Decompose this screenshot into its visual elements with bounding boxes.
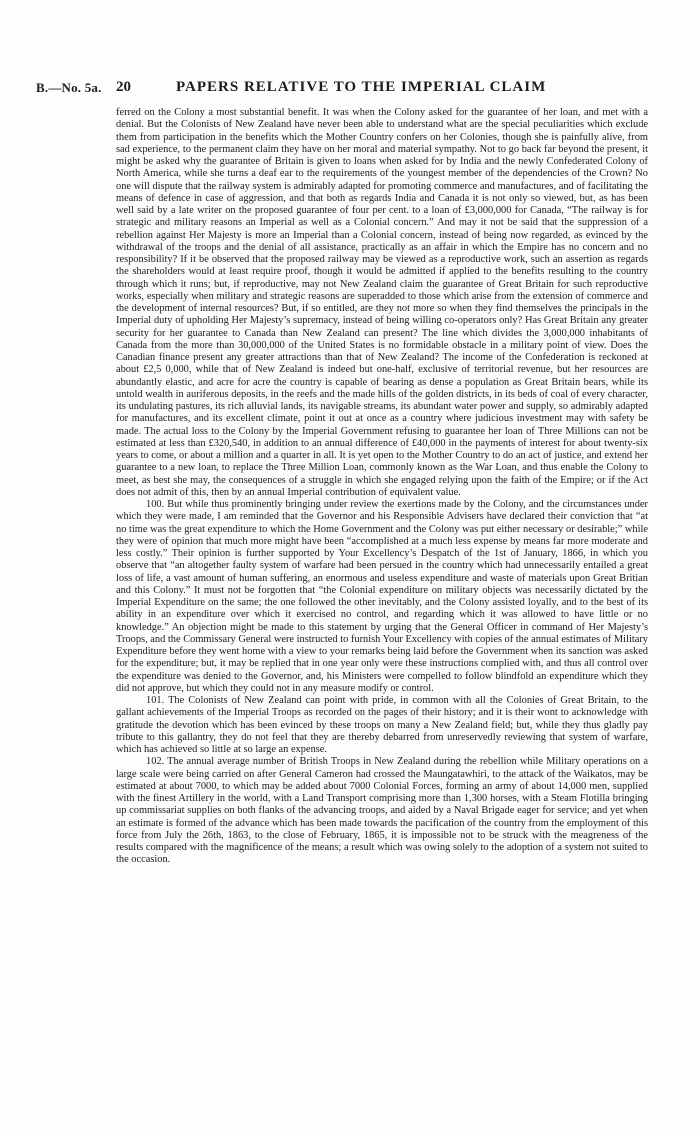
paragraph-101: 101. The Colonists of New Zealand can point with pride, in common with all the Colonies of Great Britain, to the gallant achievements of the Imperial Troops as recorded on the pages of their history; and it is their wont to acknowledge with gratitude the devotion which has been evinced by these troops on many a New Zealand field; but, while they thus gladly pay tribute to this gallantry, they do not feel that they are thereby debarred from unreservedly reviewing that system of warfare, which has achieved so little at so large an expense. <box>116 695 648 755</box>
paragraph-continuation: ferred on the Colony a most substantial benefit. It was when the Colony asked for the guarantee of her loan, and met with a denial. But the Colonists of New Zealand have never been able to understand what are the special peculiarities which exclude them from participation in the benefits which the Mother Country confers on her Colonies, though she is painfully alive, from sad experience, to the permanent claim they have on her moral and material sympathy. Not to go back far beyond the present, it might be asked why the guarantee of Britain is given to loans when asked for by India and the newly Confederated Colony of North America, while she turns a deaf ear to the requirements of the youngest member of the dependencies of the Crown? No one will dispute that the railway system is admirably adapted for promoting commerce and manufactures, and of facilitating the means of defence in case of aggression, and that both as regards India and Canada it is not only so viewed, but, as has been well said by a late writer on the proposed guarantee of four per cent. to a loan of £3,000,000 for Canada, “The railway is for strategic and military reasons an Imperial as well as a Colonial concern.” And may it not be said that the suppression of a rebellion against Her Majesty is more an Imperial than a Colonial concern, instead of being now regarded, as evinced by the withdrawal of the troops and the denial of all assistance, practically as an affair in which the Empire has no concern and no responsibility? If it be observed that the proposed railway may be viewed as a reproductive work, such an assertion as regards the shareholders would at least require proof, though it would be admitted if applied to the benefits resulting to the country through which it runs; but, if reproductive, may not New Zealand claim the guarantee of Great Britain for such reproductive works, especially when military and strategic reasons are superadded to those which arise from the extension of commerce and the development of internal resources? But, if so entitled, are they not more so when they find themselves the principals in the Imperial duty of upholding Her Majesty’s supremacy, instead of being willing co-operators only? Has Great Britain any greater security for her guarantee to Canada than New Zealand can present? The line which divides the 3,000,000 inhabitants of Canada from the more than 30,000,000 of the United States is no formidable obstacle in a military point of view. Does the Canadian finance present any greater attractions than that of New Zealand? The income of the Confederation is reckoned at about £2,5 0,000, while that of New Zealand is indeed but one-half, exclusive of territorial revenue, but her resources are abundantly elastic, and acre for acre the country is capable of bearing as dense a population as Great Britain bears, while its untold wealth in auriferous deposits, in the reefs and the made hills of the golden districts, in its beds of coal of every character, its undulating pastures, its rich alluvial lands, its navigable streams, its abundant water power and supply, so admirably adapted for manufactures, and its excellent climate, point it out at once as a country where judicious investment may with safety be made. The actual loss to the Colony by the Imperial Government refusing to guarantee her loan of Three Millions can not be estimated at less than £320,540, in addition to an annual difference of £40,000 in the payments of interest for about twenty-six years to come, or about a million and a quarter in all. It is yet open to the Mother Country to do an act of justice, and extend her guarantee to a new loan, to replace the Three Million Loan, commonly known as the War Loan, and thus enable the Colony to meet, as best she may, the consequences of a struggle in which she engaged relying upon the faith of the Empire; or if the Act does not admit of this, then by an annual Imperial contribution of equivalent value. <box>116 107 648 498</box>
running-title: PAPERS RELATIVE TO THE IMPERIAL CLAIM <box>176 79 547 95</box>
body-text <box>116 107 648 867</box>
document-reference: B.—No. 5a. <box>36 80 102 95</box>
page-header <box>36 80 668 100</box>
paragraph-100: 100. But while thus prominently bringing under review the exertions made by the Colony, and the circumstances under which they were made, I am reminded that the Governor and his Responsible Advisers have declared their conviction that “at no time was the great expenditure to which the Home Government and the Colony was put either necessary or desirable;” while they were of opinion that much more might have been “accomplished at a much less expense by means far more moderate and less costly.” Their opinion is further supported by Your Excellency’s Despatch of the 1st of January, 1866, in which you observe that “an altogether faulty system of warfare had been persued in the country which had unnecessarily entailed a great loss of life, a vast amount of human suffering, an enormous and useless expenditure and waste of materials upon Great Britian and this Colony.” It must not be forgotten that “the Colonial expenditure on military objects was necessarily dictated by the Imperial Expenditure on the same; the one followed the other inevitably, and the Colony assisted loyally, and to the best of its ability in an expenditure over which it exercised no control, and regarding which it was allowed to have little or no knowledge.” An objection might be made to this statement by urging that the General Officer in command of Her Majesty’s Troops, and the Commissary General were instructed to furnish Your Excellency with copies of the annual estimates of Military Expenditure before they went home with a view to your remarks being laid before the Government when its sanction was asked for the expenditure; but, it may be replied that in one year only were these instructions complied with, and thus all control over the expenditure was denied to the Governor, and, his Ministers were compelled to follow blindfold an expenditure which they did not approve, but which they could not in any measure modify or control. <box>116 499 648 694</box>
page-number: 20 <box>116 79 131 95</box>
paragraph-102: 102. The annual average number of British Troops in New Zealand during the rebellion while Military operations on a large scale were being carried on after General Cameron had crossed the Maungatawhiri, to the attack of the Waikatos, may be estimated at about 7000, to which may be added about 7000 Colonial Forces, forming an army of about 14,000 men, supplied with the finest Artillery in the world, with a Land Transport comprising more than 1,300 horses, with a Steam Flotilla bringing up commissariat supplies on both flanks of the advancing troops, and aided by a Naval Brigade eager for service; and yet when an estimate is formed of the advance which has been made towards the pacification of the country from the employment of this force from July the 26th, 1863, to the close of February, 1865, it is impossible not to be struck with the meagreness of the results compared with the magnificence of the means; a result which was owing solely to the adoption of a system not suited to the occasion. <box>116 756 648 866</box>
